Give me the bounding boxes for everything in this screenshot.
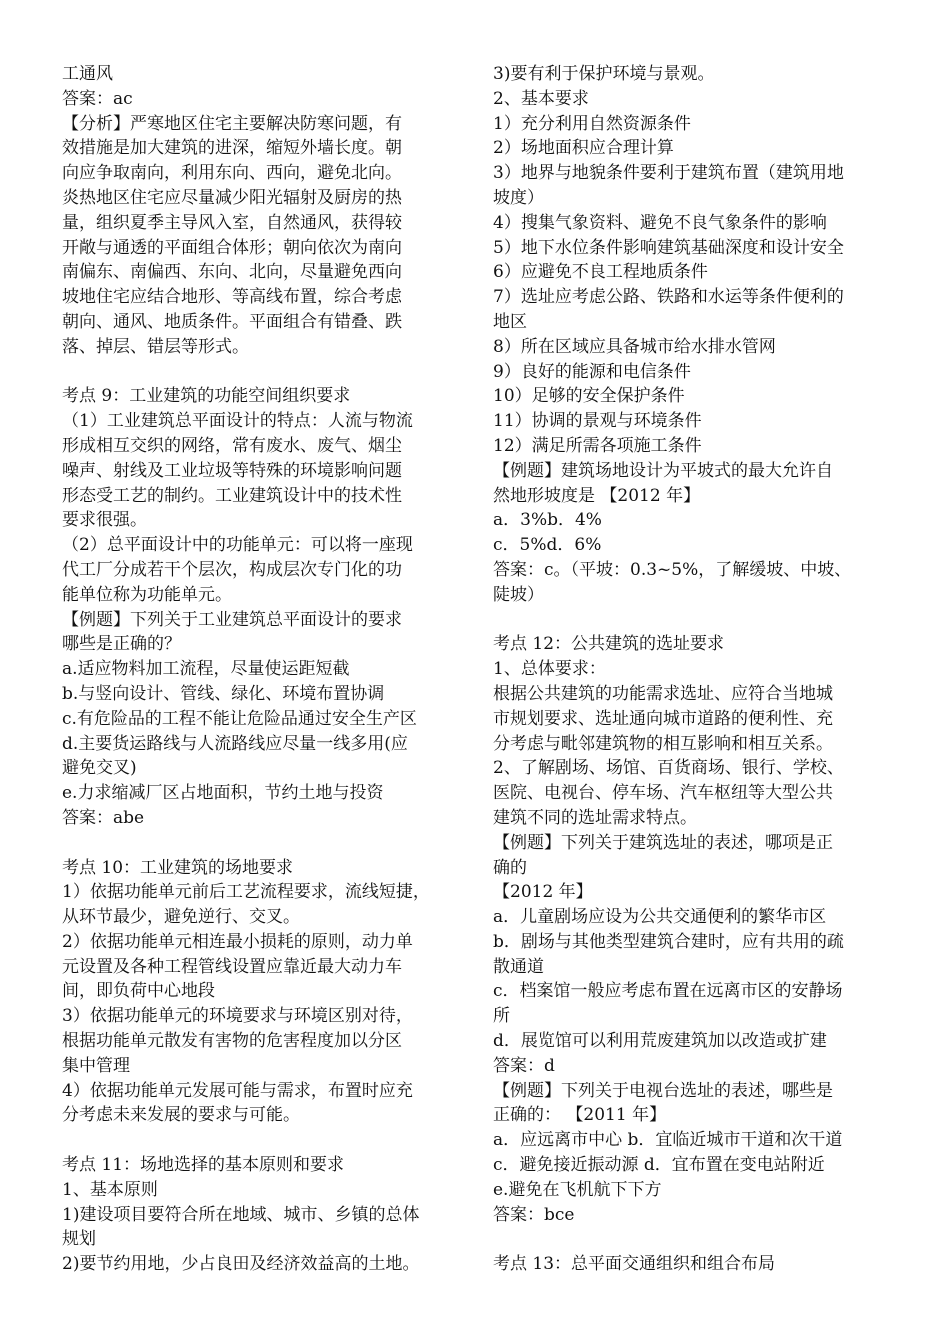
- text-line: 5）地下水位条件影响建筑基础深度和设计安全: [493, 237, 844, 258]
- text-line: 2）场地面积应合理计算: [493, 138, 674, 159]
- text-line: 答案：d: [493, 1055, 555, 1076]
- text-line: 【2012 年】: [493, 882, 593, 903]
- text-line: 1）依据功能单元前后工艺流程要求，流线短捷，: [62, 882, 430, 903]
- text-line: a．儿童剧场应设为公共交通便利的繁华市区: [493, 907, 827, 928]
- text-line: 答案：ac: [62, 88, 133, 109]
- text-line: 【分析】严寒地区住宅主要解决防寒问题，有: [62, 113, 402, 134]
- text-line: 2、了解剧场、场馆、百货商场、银行、学校、: [493, 758, 844, 779]
- text-line: 集中管理: [62, 1055, 130, 1076]
- text-line: 能单位称为功能单元。: [62, 584, 232, 605]
- text-line: 9）良好的能源和电信条件: [493, 361, 691, 382]
- text-line: 确的: [493, 857, 527, 878]
- text-line: 4）搜集气象资料、避免不良气象条件的影响: [493, 212, 827, 233]
- text-line: 落、掉层、错层等形式。: [62, 336, 249, 357]
- text-line: 根据功能单元散发有害物的危害程度加以分区: [62, 1031, 402, 1052]
- text-line: 间，即负荷中心地段: [62, 981, 215, 1002]
- text-line: （1）工业建筑总平面设计的特点：人流与物流: [62, 411, 413, 432]
- text-line: 考点 11：场地选择的基本原则和要求: [62, 1155, 345, 1176]
- text-line: b.与竖向设计、管线、绿化、环境布置协调: [62, 683, 385, 704]
- text-line: 代工厂分成若干个层次，构成层次专门化的功: [62, 559, 402, 580]
- blank-line: [62, 1128, 466, 1153]
- text-line: 【例题】下列关于电视台选址的表述，哪些是: [493, 1080, 833, 1101]
- text-line: 【例题】建筑场地设计为平坡式的最大允许自: [493, 460, 833, 481]
- text-line: 2)要节约用地，少占良田及经济效益高的土地。: [62, 1254, 420, 1275]
- text-line: 考点 12：公共建筑的选址要求: [493, 634, 725, 655]
- text-line: b．剧场与其他类型建筑合建时，应有共用的疏: [493, 931, 844, 952]
- text-line: 坡地住宅应结合地形、等高线布置，综合考虑: [62, 287, 402, 308]
- text-line: 11）协调的景观与环境条件: [493, 411, 702, 432]
- text-line: 所: [493, 1006, 510, 1027]
- text-line: 噪声、射线及工业垃圾等特殊的环境影响问题: [62, 460, 402, 481]
- text-line: 陡坡）: [493, 584, 544, 605]
- text-line: 形成相互交织的网络，常有废水、废气、烟尘: [62, 435, 402, 456]
- text-line: 【例题】下列关于工业建筑总平面设计的要求: [62, 609, 402, 630]
- text-line: 南偏东、南偏西、东向、北向，尽量避免西向: [62, 262, 402, 283]
- text-line: 炎热地区住宅应尽量减少阳光辐射及厨房的热: [62, 187, 402, 208]
- text-line: 【例题】下列关于建筑选址的表述，哪项是正: [493, 832, 833, 853]
- text-line: a．应远离市中心 b．宜临近城市干道和次干道: [493, 1130, 843, 1151]
- text-line: 考点 10：工业建筑的场地要求: [62, 857, 294, 878]
- text-line: 3）依据功能单元的环境要求与环境区别对待，: [62, 1006, 413, 1027]
- text-line: 然地形坡度是 【2012 年】: [493, 485, 701, 506]
- text-line: 考点 13：总平面交通组织和组合布局: [493, 1254, 776, 1275]
- text-line: 市规划要求、选址通向城市道路的便利性、充: [493, 708, 833, 729]
- text-line: 12）满足所需各项施工条件: [493, 435, 702, 456]
- text-line: 医院、电视台、停车场、汽车枢纽等大型公共: [493, 783, 833, 804]
- text-line: e.避免在飞机航下下方: [493, 1179, 662, 1200]
- right-text-column: [493, 62, 893, 1277]
- text-line: e.力求缩减厂区占地面积，节约土地与投资: [62, 783, 384, 804]
- text-line: 答案：abe: [62, 807, 145, 828]
- text-line: 建筑不同的选址需求特点。: [493, 807, 697, 828]
- text-line: 1)建设项目要符合所在地域、城市、乡镇的总体: [62, 1204, 420, 1225]
- text-line: 分考虑与毗邻建筑物的相互影响和相互关系。: [493, 733, 833, 754]
- text-line: 正确的： 【2011 年】: [493, 1105, 667, 1126]
- text-line: 2）依据功能单元相连最小损耗的原则，动力单: [62, 931, 413, 952]
- left-text-column: [62, 62, 466, 1277]
- text-line: 8）所在区域应具备城市给水排水管网: [493, 336, 776, 357]
- text-line: 工通风: [62, 64, 113, 84]
- blank-line: [62, 831, 466, 856]
- text-line: 答案：bce: [493, 1204, 575, 1225]
- text-line: 2、基本要求: [493, 88, 589, 109]
- text-line: c．档案馆一般应考虑布置在远离市区的安静场: [493, 981, 843, 1002]
- text-line: 考点 9：工业建筑的功能空间组织要求: [62, 386, 351, 407]
- text-line: 3)要有利于保护环境与景观。: [493, 64, 715, 84]
- text-line: a.适应物料加工流程，尽量使运距短截: [62, 659, 350, 680]
- text-line: 元设置及各种工程管线设置应靠近最大动力车: [62, 956, 402, 977]
- text-line: 1、基本原则: [62, 1179, 158, 1200]
- text-line: d．展览馆可以利用荒废建筑加以改造或扩建: [493, 1031, 827, 1052]
- text-line: a．3%b．4%: [493, 510, 602, 531]
- text-line: 散通道: [493, 956, 544, 977]
- text-line: 要求很强。: [62, 510, 147, 531]
- text-line: 开敞与通透的平面组合体形；朝向依次为南向: [62, 237, 402, 258]
- blank-line: [62, 360, 466, 385]
- text-line: 避免交叉): [62, 758, 137, 779]
- text-line: 10）足够的安全保护条件: [493, 386, 685, 407]
- text-line: 向应争取南向，利用东向、西向，避免北向。: [62, 163, 402, 184]
- text-line: 地区: [493, 311, 527, 332]
- blank-line: [493, 1227, 893, 1252]
- text-line: 形态受工艺的制约。工业建筑设计中的技术性: [62, 485, 402, 506]
- text-line: 1）充分利用自然资源条件: [493, 113, 691, 134]
- text-line: 哪些是正确的？: [62, 634, 181, 655]
- text-line: d.主要货运路线与人流路线应尽量一线多用(应: [62, 733, 408, 754]
- text-line: 根据公共建筑的功能需求选址、应符合当地城: [493, 683, 833, 704]
- text-line: 3）地界与地貌条件要利于建筑布置（建筑用地: [493, 163, 844, 184]
- text-line: 规划: [62, 1229, 96, 1250]
- text-line: 坡度）: [493, 187, 544, 208]
- text-line: c.有危险品的工程不能让危险品通过安全生产区: [62, 708, 417, 729]
- text-line: （2）总平面设计中的功能单元：可以将一座现: [62, 535, 413, 556]
- text-line: 4）依据功能单元发展可能与需求，布置时应充: [62, 1080, 413, 1101]
- text-line: 分考虑未来发展的要求与可能。: [62, 1105, 300, 1126]
- text-line: 效措施是加大建筑的进深，缩短外墙长度。朝: [62, 138, 402, 159]
- text-line: 1、总体要求：: [493, 659, 606, 680]
- text-line: 6）应避免不良工程地质条件: [493, 262, 708, 283]
- text-line: 7）选址应考虑公路、铁路和水运等条件便利的: [493, 287, 844, 308]
- text-line: 答案：c。（平坡：0.3~5%，了解缓坡、中坡、: [493, 559, 852, 580]
- text-line: 朝向、通风、地质条件。平面组合有错叠、跌: [62, 311, 402, 332]
- text-line: c．避免接近振动源 d．宜布置在变电站附近: [493, 1155, 825, 1176]
- text-line: 从环节最少，避免逆行、交叉。: [62, 907, 300, 928]
- blank-line: [493, 608, 893, 633]
- text-line: c．5%d．6%: [493, 535, 602, 556]
- text-line: 量，组织夏季主导风入室，自然通风，获得较: [62, 212, 402, 233]
